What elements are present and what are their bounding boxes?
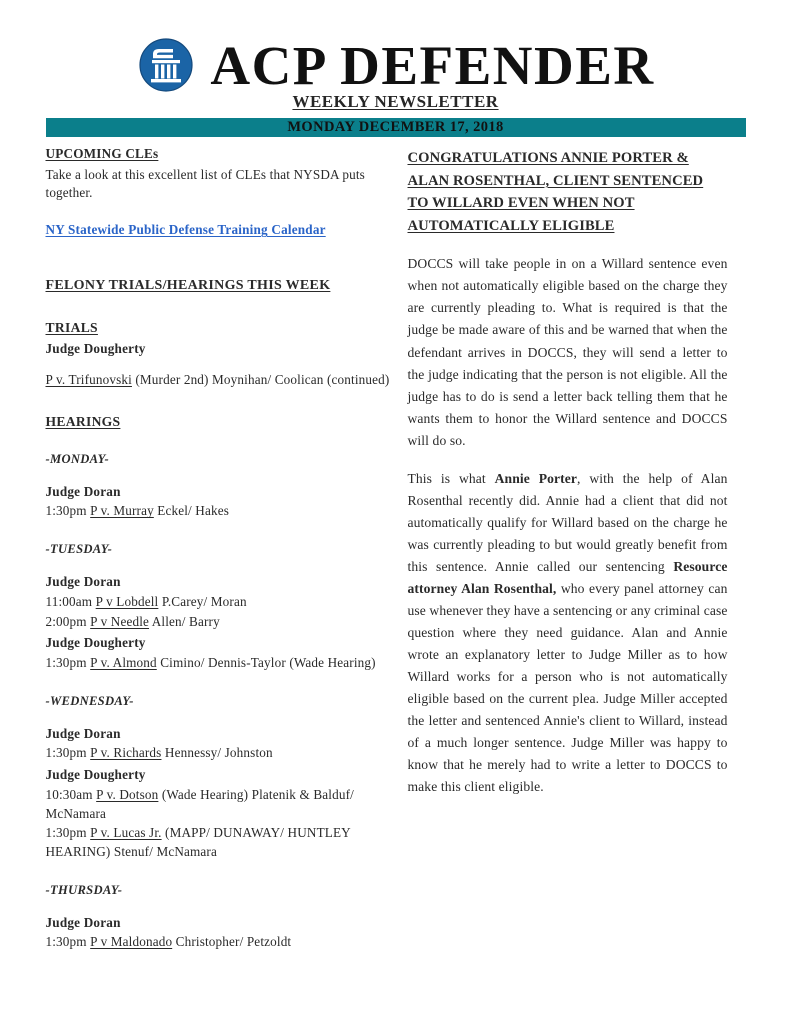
content-columns (46, 145, 746, 952)
day-group-monday (46, 451, 390, 521)
case-entry (46, 613, 390, 632)
left-column (46, 145, 408, 952)
case-detail: P.Carey/ Moran (158, 593, 247, 609)
trials-list (46, 340, 390, 389)
case-entry (46, 933, 390, 952)
annie-porter-name: Annie Porter (494, 470, 578, 486)
date-bar (46, 118, 746, 137)
case-detail: Eckel/ Hakes (153, 503, 230, 519)
upcoming-cles-body: Take a look at this excellent list of CLEs that NYSDA puts together. (45, 166, 365, 201)
page-title: ACP DEFENDER (210, 34, 655, 96)
judge-block (46, 573, 390, 631)
article-paragraph-2 (408, 468, 728, 798)
judge-block (46, 483, 390, 521)
day-label: -WEDNESDAY- (45, 693, 134, 708)
case-time: 10:30am (45, 786, 97, 802)
judge-block (46, 725, 390, 763)
judge-name: Judge Doran (45, 574, 121, 590)
case-name: P v. Dotson (96, 786, 159, 802)
case-detail: (Wade Hearing) Platenik & Balduf/ McNamara (45, 786, 354, 821)
case-time: 1:30pm (45, 934, 91, 950)
case-time: 1:30pm (45, 745, 91, 761)
case-time: 11:00am (45, 593, 96, 609)
case-entry (46, 824, 390, 861)
article-text-segment: , with the help of Alan Rosenthal recently did. Annie had a client that did not automatically qualify for Willard based on the charge he was currently pleading to but would greatly benefit from this sentence. Annie called our sentencing (407, 470, 728, 574)
trials-heading: TRIALS (45, 319, 98, 335)
case-entry (46, 502, 390, 521)
case-detail: Cimino/ Dennis-Taylor (Wade Hearing) (156, 655, 376, 671)
case-detail: (MAPP/ DUNAWAY/ HUNTLEY HEARING) Stenuf/ McNamara (45, 825, 351, 860)
day-label: -TUESDAY- (45, 542, 113, 557)
judge-name: Judge Doran (45, 725, 121, 741)
case-entry (46, 744, 390, 763)
case-name: P v. Almond (90, 655, 157, 671)
upcoming-cles-heading: UPCOMING CLEs (45, 146, 159, 161)
case-detail: Hennessy/ Johnston (161, 745, 273, 761)
case-entry (46, 371, 390, 390)
case-detail: Allen/ Barry (149, 613, 220, 629)
case-time: 1:30pm (45, 825, 91, 841)
case-name: P v. Murray (90, 503, 154, 519)
felony-section-heading: FELONY TRIALS/HEARINGS THIS WEEK (45, 277, 331, 293)
training-calendar-link[interactable]: NY Statewide Public Defense Training Calendar (45, 222, 326, 238)
judge-block (46, 766, 390, 862)
case-entry (46, 654, 390, 673)
masthead (0, 0, 791, 96)
hearings-heading: HEARINGS (45, 413, 121, 429)
day-label: -THURSDAY- (45, 882, 123, 897)
judge-block (46, 634, 390, 672)
case-entry (46, 593, 390, 612)
alan-rosenthal-name: Resource attorney Alan Rosenthal, (407, 558, 728, 596)
case-time: 2:00pm (45, 613, 91, 629)
article-paragraph-1: DOCCS will take people in on a Willard sentence even when not automatically eligible based on the charge they are currently pleading to. What is required is that the judge be made aware of this and be warned that when the defendant arrives in DOCCS, they will send a letter to the judge indicating that the person is not eligible. All the judge has to do is send a letter back telling them that he wants them to honor the Willard sentence and DOCCS will do so. (407, 256, 728, 448)
case-name: P v Needle (90, 613, 150, 629)
case-name: P v Lobdell (95, 593, 159, 609)
judge-name: Judge Dougherty (45, 767, 146, 783)
case-detail: (Murder 2nd) Moynihan/ Coolican (continued) (131, 371, 390, 387)
column-pillar-logo-icon (136, 35, 196, 95)
day-group-wednesday (46, 693, 390, 862)
day-group-tuesday (46, 541, 390, 673)
case-name: P v. Trifunovski (45, 371, 132, 387)
case-name: P v. Lucas Jr. (90, 825, 162, 841)
judge-name: Judge Dougherty (45, 635, 146, 651)
case-name: P v Maldonado (90, 934, 173, 950)
article-text-segment: This is what (407, 470, 495, 486)
case-time: 1:30pm (45, 503, 91, 519)
issue-date: MONDAY DECEMBER 17, 2018 (287, 119, 504, 135)
day-group-thursday (46, 882, 390, 952)
judge-name: Judge Doran (45, 914, 121, 930)
judge-name: Judge Doran (45, 483, 121, 499)
newsletter-subtitle: WEEKLY NEWSLETTER (292, 92, 499, 111)
judge-block (46, 914, 390, 952)
case-time: 1:30pm (45, 655, 91, 671)
article-heading: CONGRATULATIONS ANNIE PORTER & ALAN ROSENTHAL, CLIENT SENTENCED TO WILLARD EVEN WHEN NOT AUTOMATICALLY ELIGIBLE (407, 150, 704, 234)
case-entry (46, 786, 390, 823)
article-text-segment: who every panel attorney can use whenever they have a sentencing or any criminal case question where they need guidance. Alan and Annie wrote an explanatory letter to Judge Miller as to how Willard works for a person who is not automatically eligible based on the current plea. Judge Miller accepted the letter and sentenced Annie's client to Willard, instead of a much longer sentence. Judge Miller was happy to know that he merely had to write a letter to DOCCS to make this client eligible. (407, 580, 728, 794)
right-column (408, 145, 728, 798)
judge-name: Judge Dougherty (45, 341, 146, 357)
case-detail: Christopher/ Petzoldt (172, 934, 292, 950)
day-label: -MONDAY- (45, 451, 110, 466)
case-name: P v. Richards (90, 745, 162, 761)
